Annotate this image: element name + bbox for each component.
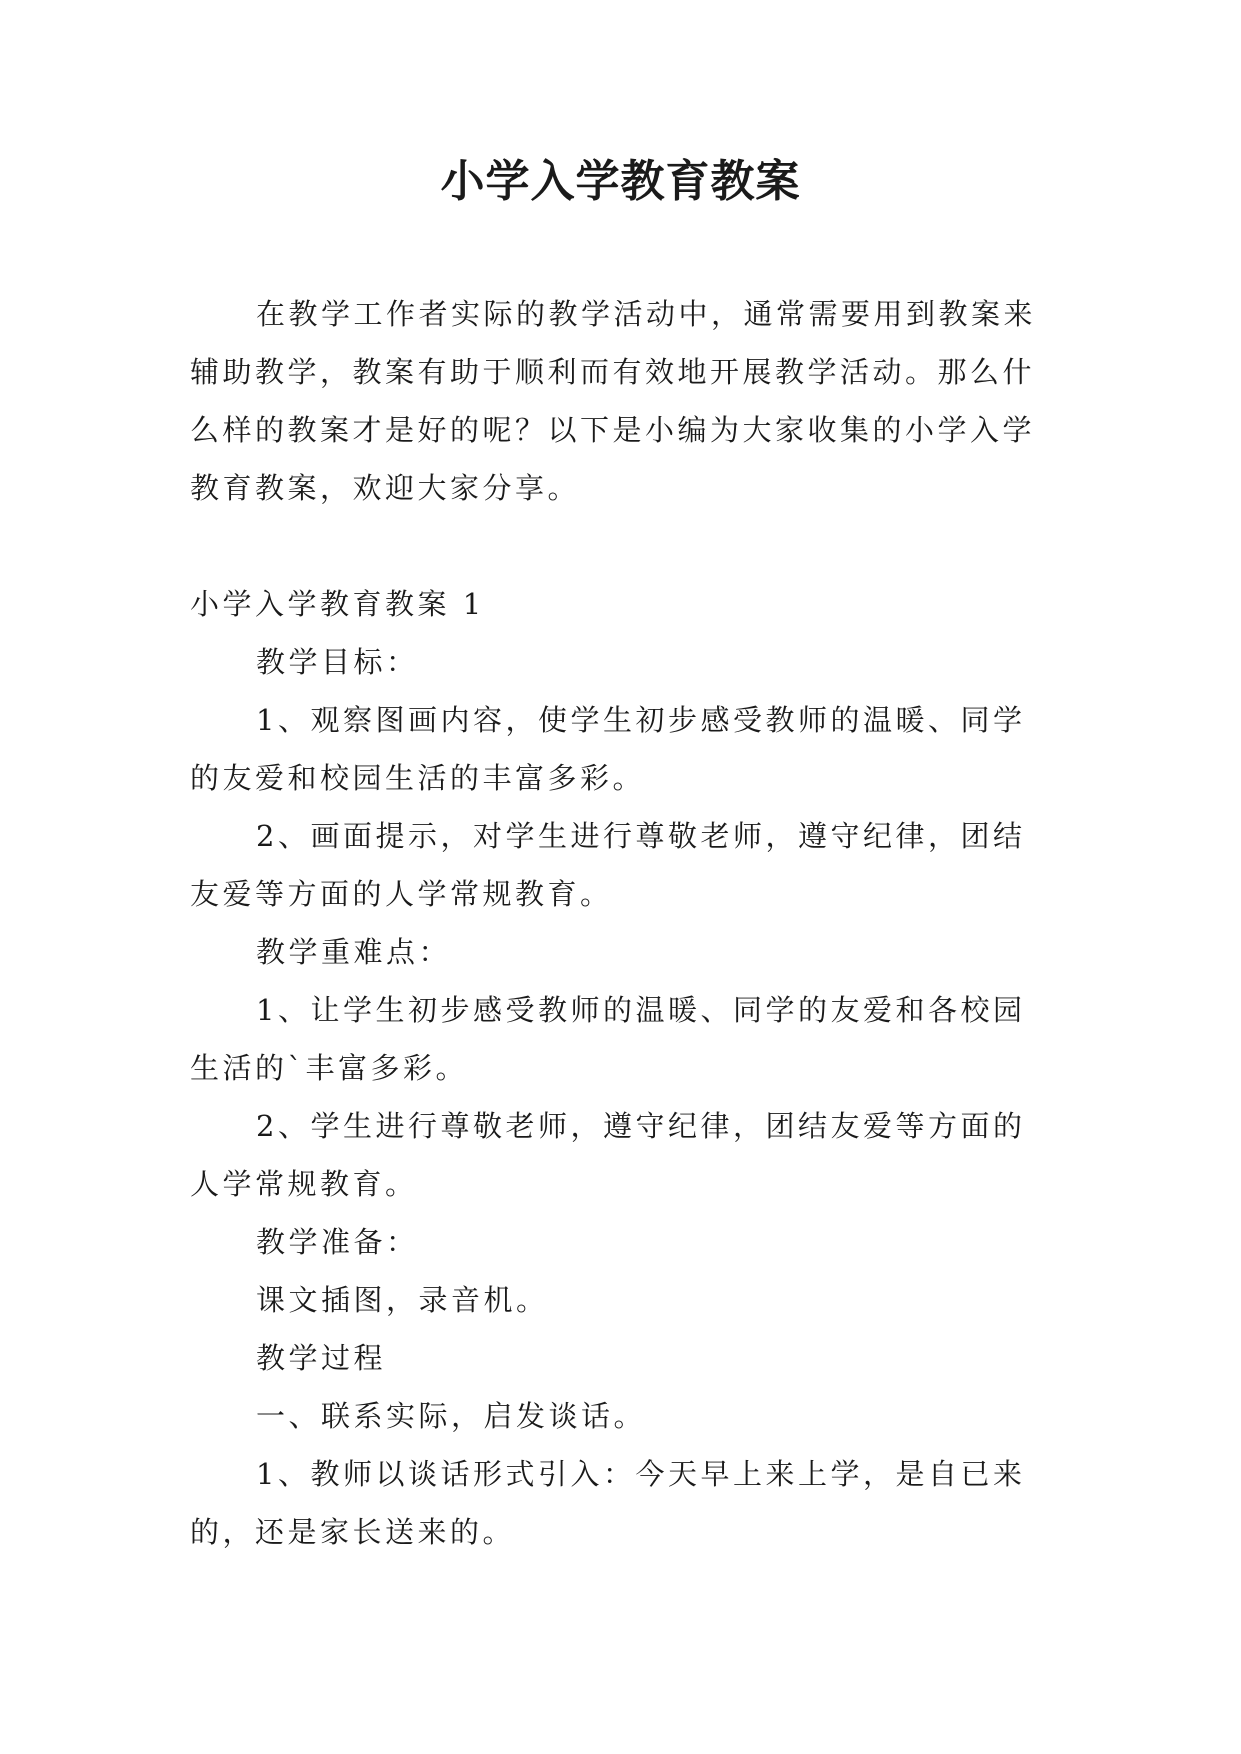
key-point-item-1: 1、让学生初步感受教师的温暖、同学的友爱和各校园生活的`丰富多彩。 [190,993,1026,1085]
paragraph-spacer [190,517,1050,575]
process-step-1: 一、联系实际，启发谈话。 [256,1399,647,1433]
heading-key-points: 教学重难点： [256,935,452,969]
heading-preparation: 教学准备： [256,1225,419,1259]
key-point-item-2: 2、学生进行尊敬老师，遵守纪律，团结友爱等方面的人学常规教育。 [190,1109,1026,1201]
preparation-text: 课文插图，录音机。 [256,1283,549,1317]
document-title: 小学入学教育教案 [440,156,801,207]
goal-item-2: 2、画面提示，对学生进行尊敬老师，遵守纪律，团结友爱等方面的人学常规教育。 [190,819,1026,911]
document-body [190,285,1050,1561]
heading-process: 教学过程 [256,1341,387,1375]
heading-teaching-goals: 教学目标： [256,645,419,679]
process-step-1-item-1: 1、教师以谈话形式引入：今天早上来上学，是自已来的，还是家长送来的。 [190,1457,1026,1549]
intro-paragraph: 在教学工作者实际的教学活动中，通常需要用到教案来辅助教学，教案有助于顺利而有效地开展教学活动。那么什么样的教案才是好的呢？以下是小编为大家收集的小学入学教育教案，欢迎大家分享。 [190,297,1037,505]
section-heading: 小学入学教育教案 1 [190,587,485,621]
goal-item-1: 1、观察图画内容，使学生初步感受教师的温暖、同学的友爱和校园生活的丰富多彩。 [190,703,1026,795]
